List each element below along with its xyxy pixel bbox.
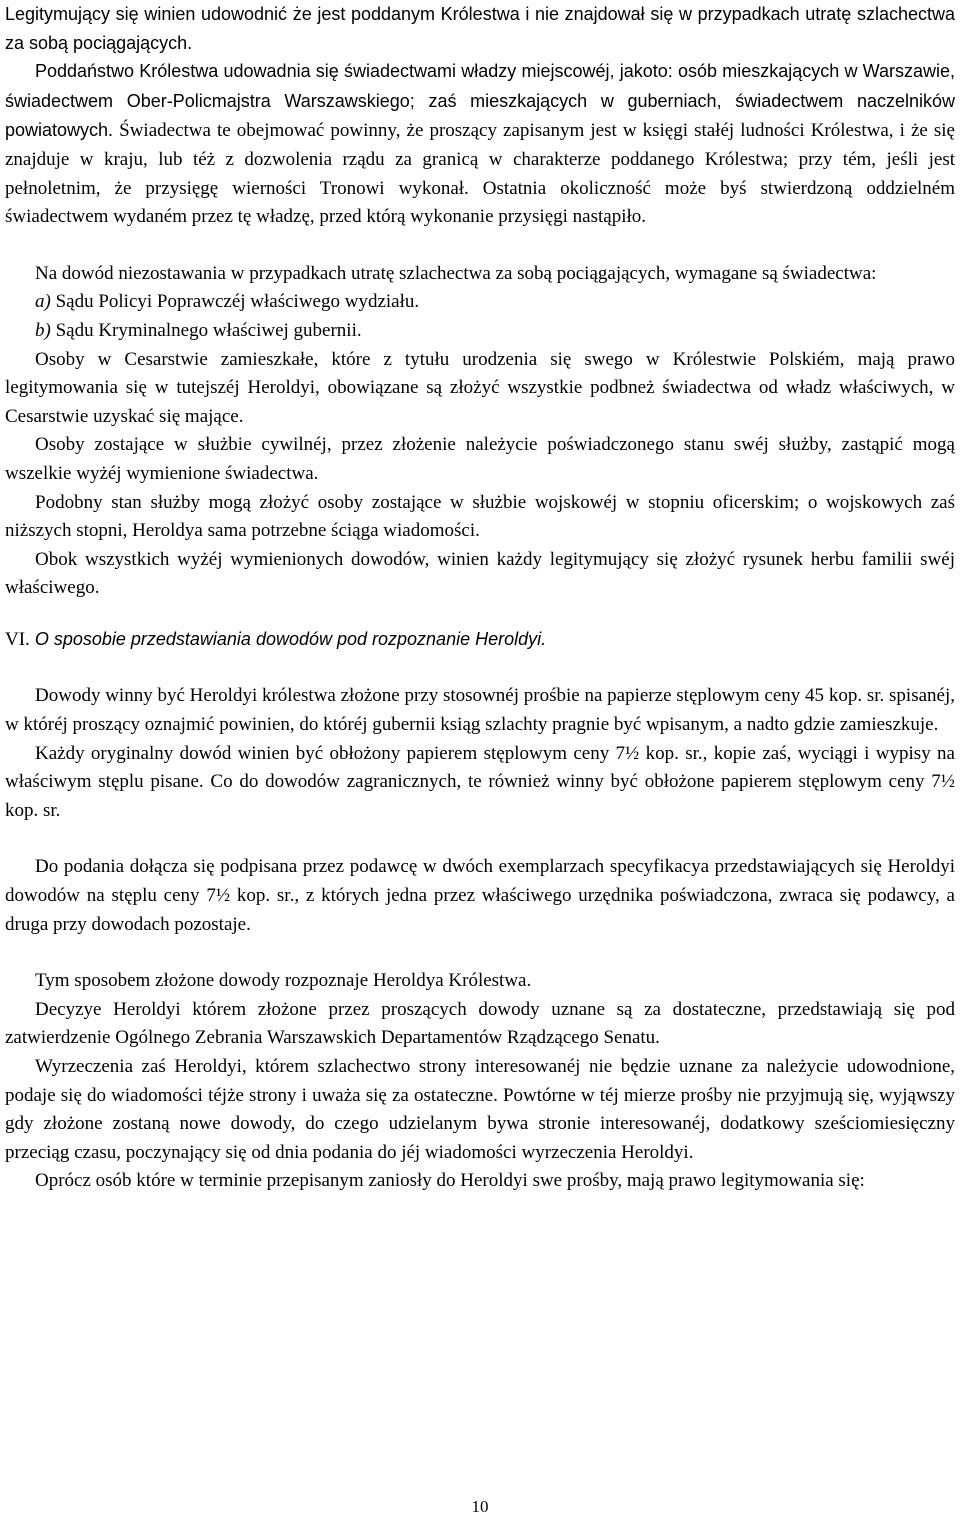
paragraph-submission-petition: [5, 682, 955, 739]
paragraph-citizenship-proof: [5, 57, 955, 232]
section-title: O sposobie przedstawiania dowodów pod rozpoznanie Heroldyi.: [29, 628, 547, 649]
paragraph-civil-service: [5, 431, 955, 488]
spacer: [5, 825, 955, 853]
paragraph-text: Obok wszystkich wyżéj wymienionych dowodów, winien każdy legitymujący się złożyć rysunek herbu familii swéj właściwego.: [5, 548, 955, 599]
spacer: [5, 654, 955, 682]
paragraph-rejections: [5, 1053, 955, 1167]
section-heading: [5, 625, 955, 655]
list-item-text: Sądu Policyi Poprawczéj właściwego wydziału.: [50, 291, 420, 313]
paragraph-text: Do podania dołącza się podpisana przez podawcę w dwóch exemplarzach specyfikacya przedstawiających się Heroldyi dowodów na stęplu ceny 7½ kop. sr., z których jedna przez właściwego urzędnika poświadczona, zwraca się podawcy, a druga przy dowodach pozostaje.: [5, 856, 955, 935]
paragraph-empire-residents: [5, 346, 955, 432]
paragraph-military-service: [5, 489, 955, 546]
paragraph-text-sans: Poddaństwo Królestwa udowadnia się świadectwami władzy miejscowéj, jakoto: osób mieszkających w Warszawie, świadectwem Ober-Policmajstra Warszawskiego; zaś mieszkających w guberniach, świadectwem naczelników powiatowych.: [5, 61, 955, 141]
paragraph-text: Tym sposobem złożone dowody rozpoznaje Heroldya Królestwa.: [35, 970, 532, 992]
paragraph-text: Wyrzeczenia zaś Heroldyi, którem szlachectwo strony interesowanéj nie będzie uznane za należycie udowodnione, podaje się do wiadomości téjże strony i uważa się za ostateczne. Powtórne w téj mierze prośby nie przyjmują się, wyjąwszy gdy złożone zostaną nowe dowody, do czego udzielanym bywa stronie interesowanéj, dodatkowy sześciomiesięczny przeciąg czasu, poczynający się od dnia podania do jéj wiadomości wyrzeczenia Heroldyi.: [5, 1056, 955, 1163]
list-item-label: a): [35, 291, 51, 313]
paragraph-text: Na dowód niezostawania w przypadkach utratę szlachectwa za sobą pociągających, wymagane są świadectwa:: [35, 262, 877, 284]
paragraph-text: Osoby zostające w służbie cywilnéj, przez złożenie należycie poświadczonego stanu swéj służby, zastąpić mogą wszelkie wyżéj wymienione świadectwa.: [5, 434, 955, 484]
paragraph-senate-approval: [5, 996, 955, 1053]
paragraph-text: Osoby w Cesarstwie zamieszkałe, które z tytułu urodzenia się swego w Królestwie Polskiém, mają prawo legitymowania się w tutejszéj Heroldyi, obowiązane są złożyć wszystkie podbneż świadectwa od władz właściwych, w Cesarstwie uzyskać się mające.: [5, 348, 955, 427]
page-number: 10: [471, 1497, 489, 1516]
paragraph-text: Dowody winny być Heroldyi królestwa złożone przy stosownéj prośbie na papierze stęplowym ceny 45 kop. sr. spisanéj, w któréj proszący oznajmić powinien, do któréj gubernii ksiąg szlachty pragnie być wpisanym, a nadto gdzie zamieszkuje.: [5, 685, 955, 736]
paragraph-text: Legitymujący się winien udowodnić że jest poddanym Królestwa i nie znajdował się w przypadkach utratę szlachectwa za sobą pociągających.: [5, 4, 955, 53]
paragraph-stamp-paper: [5, 740, 955, 826]
paragraph-specification: [5, 853, 955, 939]
paragraph-legitimacy-requirement: [5, 0, 955, 57]
section-number: VI.: [5, 628, 30, 650]
paragraph-text: Oprócz osób które w terminie przepisanym zaniosły do Heroldyi swe prośby, mają prawo legitymowania się:: [35, 1170, 865, 1192]
paragraph-other-persons: [5, 1167, 955, 1196]
paragraph-text: Decyzye Heroldyi którem złożone przez proszących dowody uznane są za dostateczne, przedstawiają się pod zatwierdzenie Ogólnego Zebrania Warszawskich Departamentów Rządzącego Senatu.: [5, 998, 955, 1049]
spacer: [5, 939, 955, 967]
list-item-label: b): [35, 319, 51, 341]
list-item-b: [5, 317, 955, 346]
spacer: [5, 232, 955, 260]
paragraph-review: [5, 967, 955, 996]
list-item-text: Sądu Kryminalnego właściwej gubernii.: [50, 319, 362, 341]
paragraph-text-serif: Świadectwa te obejmować powinny, że proszący zapisanym jest w księgi stałéj ludności Królestwa, i że się znajduje w kraju, lub téż z dozwolenia rządu za granicą w charakterze poddanego Królestwa; przy tém, jeśli jest pełnoletnim, że przysięgę wierności Tronowi wykonał. Ostatnia okoliczność może byś stwierdzoną oddzielném świadectwem wydaném przez tę władzę, przed którą wykonanie przysięgi nastąpiło.: [5, 120, 955, 228]
paragraph-coat-of-arms: [5, 546, 955, 603]
paragraph-required-certificates: [5, 260, 955, 289]
paragraph-text: Podobny stan służby mogą złożyć osoby zostające w służbie wojskowéj w stopniu oficerskim; o wojskowych zaś niższych stopni, Heroldya sama potrzebne ściąga wiadomości.: [5, 491, 955, 542]
list-item-a: [5, 288, 955, 317]
paragraph-text: Każdy oryginalny dowód winien być obłożony papierem stęplowym ceny 7½ kop. sr., kopie zaś, wyciągi i wypisy na właściwym stęplu pisane. Co do dowodów zagranicznych, te również winny być obłożone papierem stęplowym ceny 7½ kop. sr.: [5, 742, 955, 821]
spacer: [5, 603, 955, 625]
